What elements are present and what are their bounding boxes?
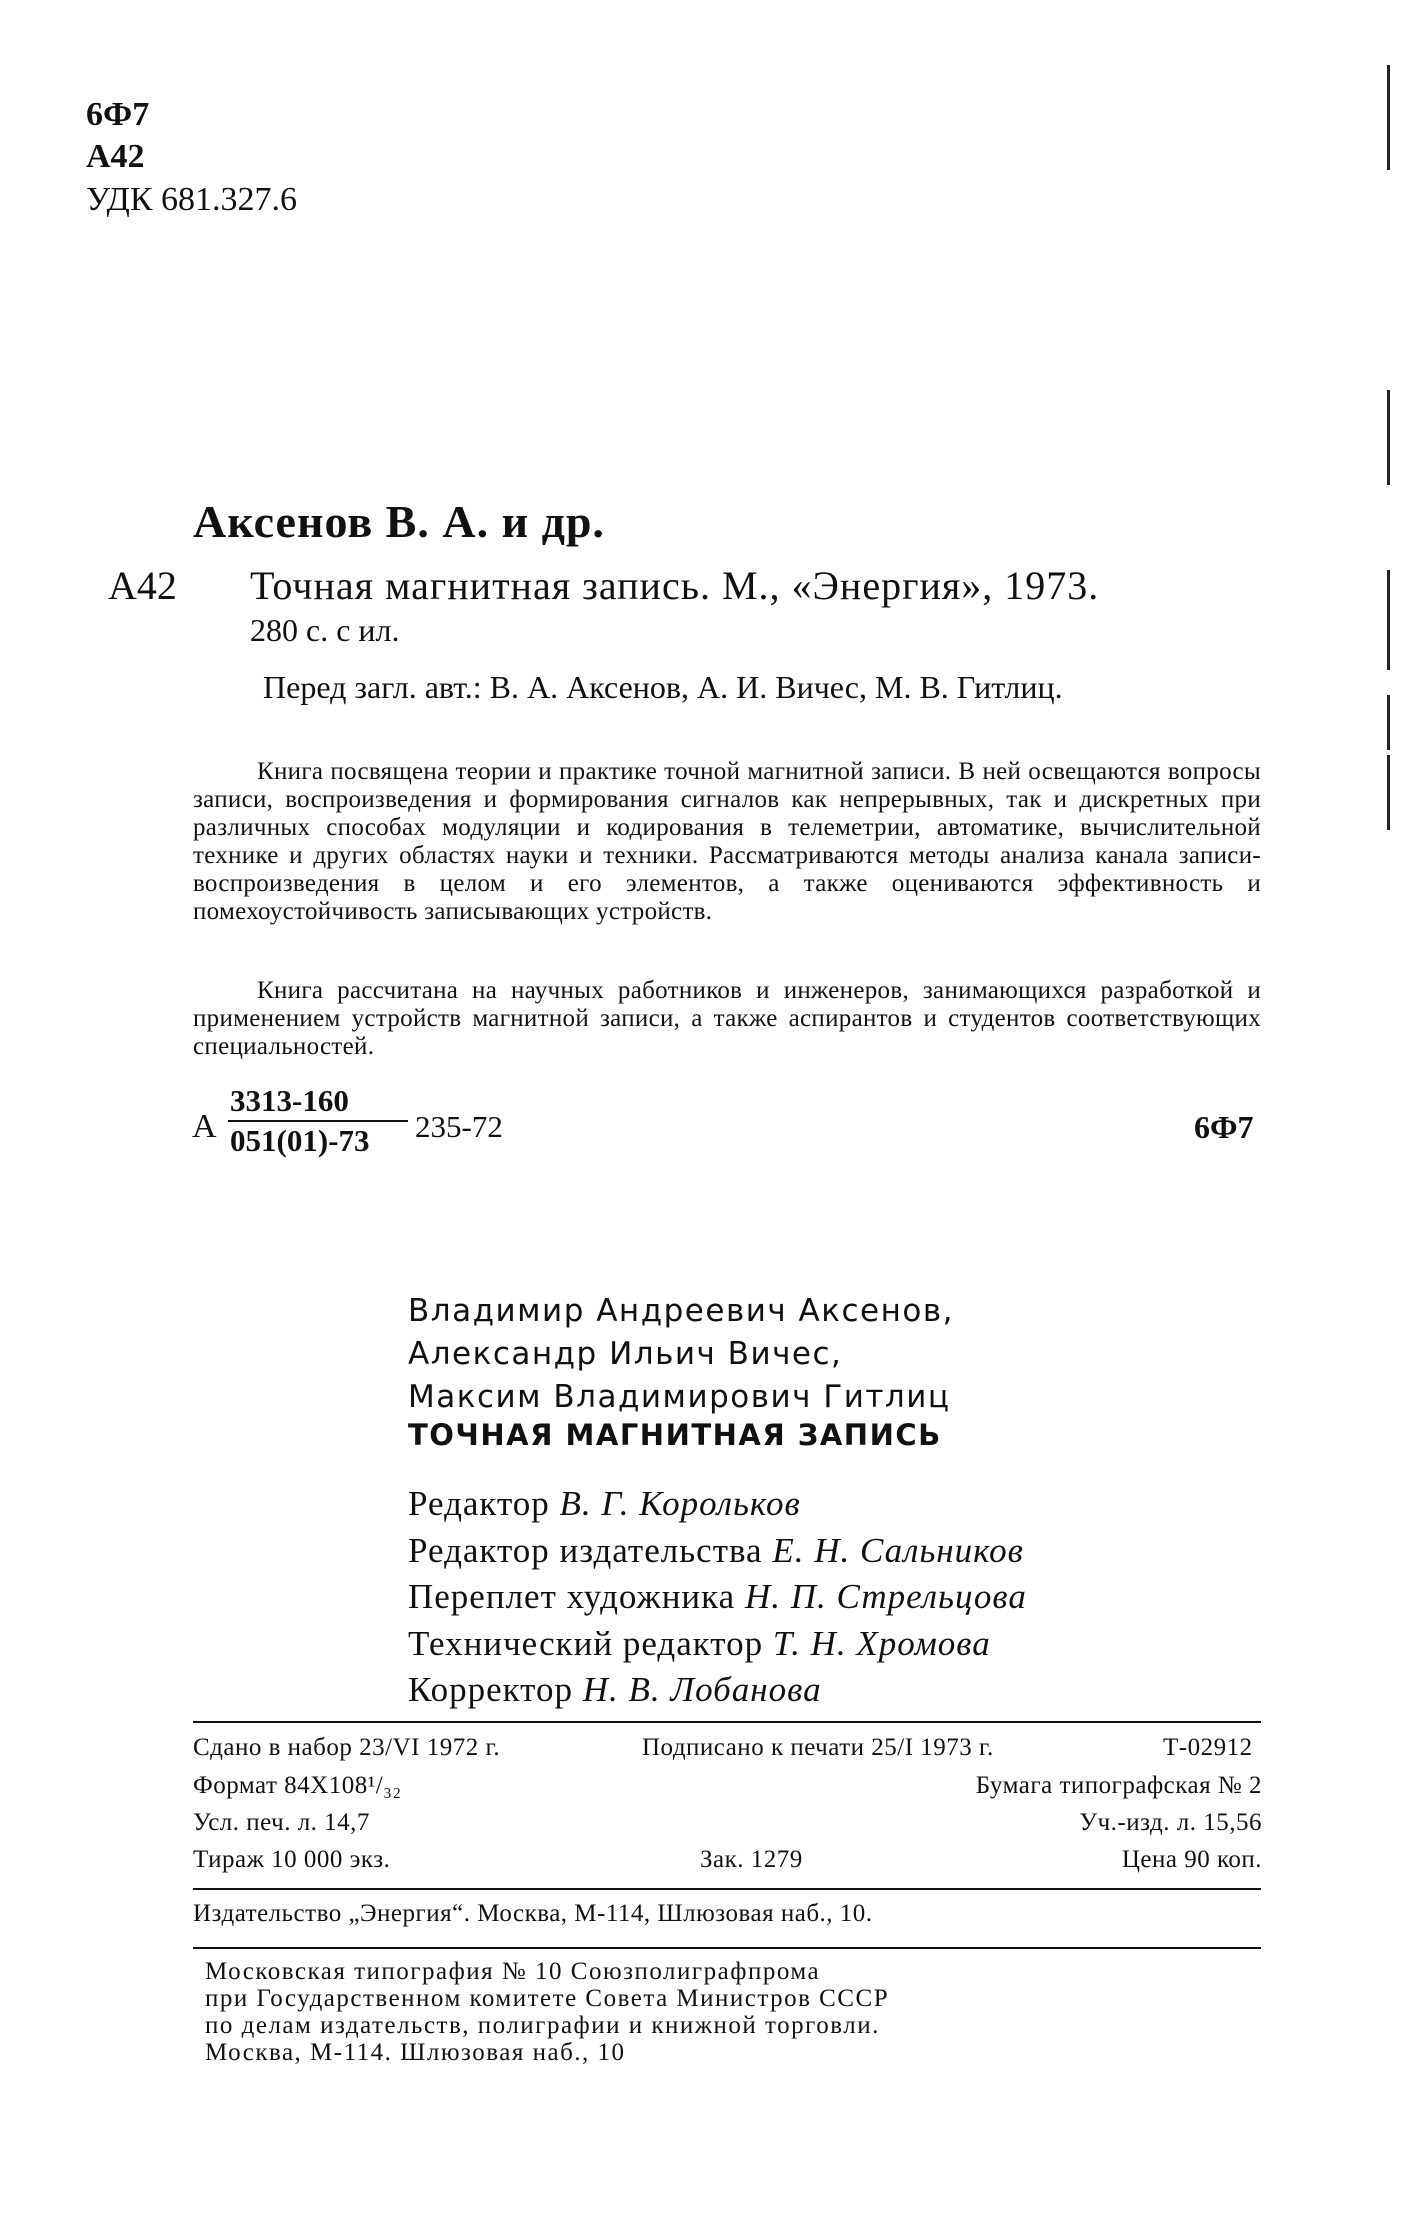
staff-line (408, 1531, 1024, 1571)
abstract-paragraph-1 (193, 758, 1261, 926)
udc-code: УДК 681.327.6 (86, 181, 298, 218)
author-name: Александр Ильич Вичес, (408, 1336, 843, 1372)
imprint-top-rule (193, 1721, 1261, 1723)
author-name: Максим Владимирович Гитлиц (408, 1379, 951, 1415)
abstract-text: Книга посвящена теории и практике точной магнитной записи. В ней освещаются вопросы записи, воспроизведения и формирования сигналов как непрерывных, так и дискретных при различных способах модуляции и кодирования в телеметрии, автоматике, вычислительной технике и других областях науки и техники. Рассматриваются методы анализа канала записи-воспроизведения в целом и его элементов, а также оцениваются эффективность и помехоустойчивость записывающих устройств. (193, 758, 1261, 925)
index-denominator: 051(01)-73 (230, 1123, 370, 1158)
index-letter: А (192, 1108, 217, 1145)
abstract-paragraph-2 (193, 977, 1261, 1061)
staff-role: Редактор издательства (408, 1531, 763, 1570)
staff-name: Т. Н. Хромова (772, 1624, 991, 1663)
staff-line (408, 1577, 1027, 1617)
index-number: 235-72 (415, 1109, 503, 1144)
imprint-format: Формат 84Х108¹/₃₂ (193, 1772, 402, 1799)
scan-edge-mark (1387, 755, 1390, 830)
scan-edge-mark (1387, 390, 1390, 485)
staff-line (408, 1484, 801, 1524)
imprint-submitted: Сдано в набор 23/VI 1972 г. (193, 1734, 501, 1761)
scan-edge-mark (1387, 570, 1390, 670)
staff-name: Н. П. Стрельцова (744, 1577, 1027, 1616)
staff-name: Е. Н. Сальников (772, 1531, 1024, 1570)
staff-name: В. Г. Корольков (559, 1484, 801, 1523)
catalog-code: А42 (108, 563, 177, 608)
index-numerator: 3313-160 (230, 1083, 349, 1118)
printer-info (205, 1958, 889, 2066)
imprint-printed-sheets: Усл. печ. л. 14,7 (193, 1809, 370, 1836)
imprint-signed: Подписано к печати 25/I 1973 г. (642, 1734, 994, 1761)
fraction-bar (228, 1120, 408, 1122)
catalog-authors-note: Перед загл. авт.: В. А. Аксенов, А. И. Вичес, М. В. Гитлиц. (263, 669, 1063, 705)
staff-role: Переплет художника (408, 1577, 736, 1616)
scan-edge-mark (1387, 695, 1390, 750)
printer-line: Московская типография № 10 Союзполиграфпрома (205, 1958, 821, 1985)
imprint-order: Зак. 1279 (700, 1846, 803, 1873)
imprint-publisher: Издательство „Энергия“. Москва, М-114, Шлюзовая наб., 10. (193, 1900, 873, 1927)
shelf-code: А42 (86, 138, 145, 175)
staff-line (408, 1670, 822, 1710)
imprint-paper: Бумага типографская № 2 (975, 1772, 1262, 1799)
imprint-order-code: Т-02912 (1163, 1734, 1253, 1761)
imprint-bottom-rule (193, 1947, 1261, 1949)
printer-line: Москва, М-114. Шлюзовая наб., 10 (205, 2039, 626, 2066)
author-list (408, 1290, 954, 1419)
printer-line: при Государственном комитете Совета Министров СССР (205, 1985, 890, 2012)
imprint-middle-rule (193, 1888, 1261, 1890)
staff-role: Редактор (408, 1484, 550, 1523)
staff-line (408, 1624, 991, 1664)
imprint-publisher-sheets: Уч.-изд. л. 15,56 (1079, 1809, 1262, 1836)
classification-code: 6Ф7 (86, 96, 150, 133)
catalog-title: Точная магнитная запись. М., «Энергия», 1973. (250, 563, 1100, 608)
imprint-print-run: Тираж 10 000 экз. (193, 1846, 391, 1873)
staff-role: Корректор (408, 1670, 574, 1709)
printer-line: по делам издательств, полиграфии и книжной торговли. (205, 2012, 880, 2039)
imprint-price: Цена 90 коп. (1121, 1846, 1262, 1873)
catalog-author: Аксенов В. А. и др. (193, 496, 605, 547)
index-classification: 6Ф7 (1194, 1109, 1254, 1145)
author-name: Владимир Андреевич Аксенов, (408, 1293, 954, 1329)
staff-name: Н. В. Лобанова (582, 1670, 822, 1709)
staff-role: Технический редактор (408, 1624, 764, 1663)
abstract-text: Книга рассчитана на научных работников и инженеров, занимающихся разработкой и применением устройств магнитной записи, а также аспирантов и студентов соответствующих специальностей. (193, 977, 1261, 1060)
book-title: ТОЧНАЯ МАГНИТНАЯ ЗАПИСЬ (408, 1418, 942, 1452)
scan-edge-mark (1387, 65, 1390, 170)
catalog-pages: 280 с. с ил. (250, 612, 400, 648)
